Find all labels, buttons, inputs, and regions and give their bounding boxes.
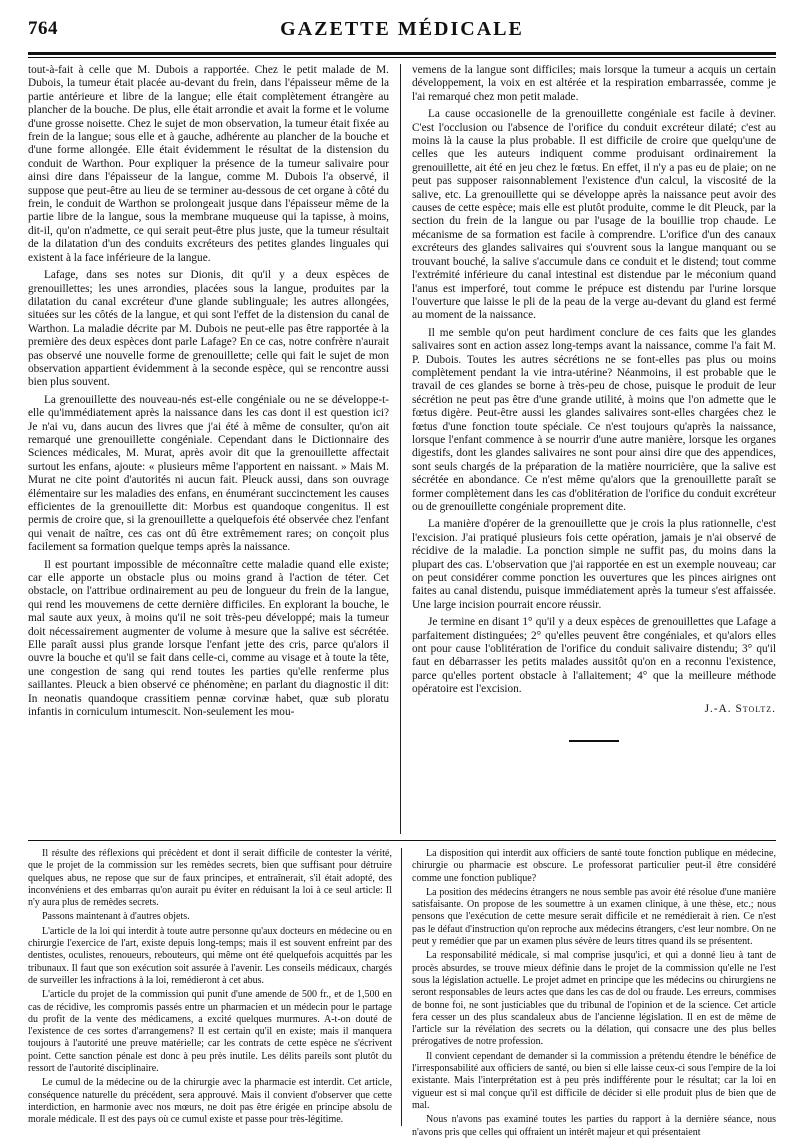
author-signature: J.-A. Stoltz. — [704, 702, 776, 715]
bottom-column-left — [28, 848, 392, 1128]
bottom-paragraph: Il résulte des réflexions qui précèdent et dont il serait difficile de contester la vérité, que le projet de la commission sur les remèdes secrets, bien que suffisant pour détruire quelques abus, ne repose que sur de faux principes, et entraînerait, s'il était adopté, des inconvéniens et des embarras qu'on aurait pu éviter en réduisant la loi à ce seul article: Il n'y aura plus de remèdes secrets. — [28, 848, 392, 909]
article-column-right — [412, 64, 776, 834]
feuilleton-divider — [28, 840, 776, 841]
page-number: 764 — [28, 18, 58, 39]
bottom-paragraph: La disposition qui interdit aux officiers de santé toute fonction publique en médecine, chirurgie ou pharmacie est obscure. Le professorat particulier peut-il être considéré comme une fonction publique? — [412, 848, 776, 884]
header-rule-thin — [28, 57, 776, 58]
article-end-rule — [569, 740, 619, 742]
article-paragraph: La manière d'opérer de la grenouillette que je crois la plus rationnelle, c'est l'excision. J'ai pratiqué plusieurs fois cette opération, jamais je n'ai observé de récidive de la maladie. La ponction simple ne suffit pas, du moins dans la plupart des cas. L'observation que j'ai rapportée en est un exemple nouveau; car on peut considérer comme ponction les ouvertures que les pinces airignes ont faites au canal distendu, puisque immédiatement après la tumeur s'est affaissée. Une large incision pourrait encore réussir. — [412, 518, 776, 611]
column-divider — [400, 64, 401, 834]
bottom-paragraph: Passons maintenant à d'autres objets. — [42, 911, 190, 923]
page-header — [28, 18, 776, 46]
article-paragraph: Il est pourtant impossible de méconnaître cette maladie quand elle existe; car elle apporte un obstacle plus ou moins grand à l'action de téter. Cet obstacle, on l'attribue ordinairement au peu de longueur du frein de la langue, qui rend les mouvemens de cette dernière difficiles. En explorant la bouche, le mal saute aux yeux, à moins qu'il ne soit très-peu développé; mais la tumeur doit nécessairement augmenter de volume à mesure que la salive est sécrétée. Elle paraît aussi plus grande lorsque l'enfant jette des cris, parce qu'alors il ouvre la bouche et qu'il se fait dans celle-ci, comme au visage et à toute la tête, une congestion de sang qui rend toutes les parties qu'elle renferme plus saillantes. Pleuck a bien observé ce phénomène; en parlant du diagnostic il dit: In neonatis quandoque crassitiem pennæ corvinæ habet, quæ sub ploratu infantis in corniculum intumescit. Non-seulement les mou- — [28, 558, 389, 719]
bottom-paragraph: Nous n'avons pas examiné toutes les parties du rapport à la dernière séance, nous n'avons pris que celles qui offraient un intérêt majeur et qui présentaient — [412, 1114, 776, 1138]
article-paragraph: La cause occasionelle de la grenouillette congéniale est facile à deviner. C'est l'occlusion ou l'absence de l'orifice du conduit excréteur dilaté; c'est au moins là la cause la plus probable. Il est difficile de croire que quelqu'une de celles que les auteurs indiquent comme produisant ordinairement la grenouillette, ait été en jeu chez le fœtus. En effet, il n'y a pas eu de plaie; on ne peut pas supposer raisonnablement l'existence d'un calcul, la viscosité de la salive, etc. La grenouillette qui se développe après la naissance peut avoir des causes de cette espèce; mais elle est plutôt produite, comme le dit Pleuck, par la section du frein de la langue ou par l'usage de la bouillie trop chaude. Le mécanisme de sa formation est facile à comprendre. L'orifice d'un des canaux excréteurs des glandes salivaires qui s'ouvrent sous la langue manquant ou se trouvant bouché, la salive s'accumule dans ce conduit et le distend; tout comme l'extrémité inférieure du canal intestinal est distendue par le méconium quand l'anus est imperforé, tout comme le prépuce est distendu par l'urine lorsque l'ouverture que laisse le pli de la peau de la verge au-devant du gland est fermé au moment de la naissance. — [412, 108, 776, 322]
article-paragraph: Il me semble qu'on peut hardiment conclure de ces faits que les glandes salivaires sont en action assez long-temps avant la naissance, comme l'a fait M. P. Dubois. Toutes les autres sécrétions ne se font-elles pas plus ou moins complètement pendant la vie intra-utérine? Néanmoins, il est probable que le travail de ces glandes se borne à très-peu de chose, puisque le produit de leur sécrétion ne peut pas être d'une grande utilité, à moins que l'on admette que le fœtus digère. Peut-être aussi les glandes salivaires sont-elles chargées chez le fœtus d'une fonction toute spéciale. Ce n'est toujours qu'après la naissance, lorsque l'enfant commence à se nourrir d'une autre manière, lorsque les organes digestifs, dont les glandes salivaires ne sont pour ainsi dire que des appendices, sont seuls chargés de la préparation de la matière nourricière, que la salive est sécrétée en abondance. Ce n'est même qu'alors que la grenouillette paraît se former complètement dans les cas d'oblitération de l'orifice du conduit excréteur ou de grenouillette congéniale proprement dite. — [412, 326, 776, 513]
bottom-paragraph: Il convient cependant de demander si la commission a prétendu étendre le bénéfice de l'irresponsabilité aux officiers de santé, ou bien si elle laisse ceux-ci sous l'empire de la loi existante. Mais l'interprétation est à peu près indifférente pour le résultat; car la loi en vigueur est si mal conçue qu'il est difficile de décider si elle produit plus de bien que de mal. — [412, 1050, 776, 1111]
bottom-paragraph: La position des médecins étrangers ne nous semble pas avoir été résolue d'une manière satisfaisante. On propose de les soumettre à un examen clinique, à une thèse, etc.; nous pensons que l'exécution de cette mesure serait difficile et ne remédierait à rien. Ce n'est pas le défaut d'instruction qu'on reproche aux médecins étrangers, c'est leur nombre. On ne peut y remédier que par un examen plus sévère de leurs titres quand ils se présentent. — [412, 886, 776, 948]
header-rule-thick — [28, 52, 776, 55]
bottom-column-divider — [401, 848, 402, 1126]
newspaper-page — [28, 18, 776, 1138]
bottom-paragraph: La responsabilité médicale, si mal comprise jusqu'ici, et qui a donné lieu à tant de procès absurdes, se trouve mieux définie dans le projet de la commission qu'elle ne l'est sous la législation actuelle. Le projet admet en principe que les médecins ou chirurgiens ne seront responsables de leurs actes que dans les cas de dol ou fraude. Les erreurs, commises de bonne foi, ne sont justiciables que du tribunal de l'opinion et de la science. Cet article fera cesser un des plus scandaleux abus de l'ancienne législation. Il en est de même de l'article sur la révélation des secrets ou la délation, qui consacre une des plus belles prérogatives de notre profession. — [412, 950, 776, 1048]
article-paragraph: vemens de la langue sont difficiles; mais lorsque la tumeur a acquis un certain développement, la voix en est altérée et la respiration embarrassée, comme je l'ai remarqué chez mon petit malade. — [412, 64, 776, 103]
bottom-column-right — [412, 848, 776, 1138]
article-paragraph: Lafage, dans ses notes sur Dionis, dit qu'il y a deux espèces de grenouillettes; les unes arrondies, placées sous la langue, produites par la dilatation du canal excréteur d'une glande sublinguale; les autres allongées, situées sur les côtés de la langue, et qui sont l'effet de la distension du canal de Warthon. La maladie décrite par M. Dubois ne peut-elle pas être rapportée à la première des deux espèces dont parle Lafage? En ce cas, notre confrère n'aurait pas observé une nouvelle forme de grenouillette; celle qui fait le sujet de mon observation appartient évidemment à la seconde espèce, qui se rencontre aussi bien plus souvent. — [28, 269, 389, 389]
journal-title: GAZETTE MÉDICALE — [280, 18, 524, 40]
article-paragraph: Je termine en disant 1° qu'il y a deux espèces de grenouillettes que Lafage a parfaitement distinguées; 2° qu'elles peuvent être congéniales, et qu'alors elles ont pour cause l'oblitération de l'orifice du conduit salivaire distendu; 3° qu'il faut en débarrasser les petits malades aussitôt qu'on en a reconnu l'existence, parce qu'elles portent obstacle à l'allaitement; 4° que la meilleure méthode opératoire est l'excision. — [412, 616, 776, 696]
article-column-left — [28, 64, 389, 834]
article-paragraph: La grenouillette des nouveau-nés est-elle congéniale ou ne se développe-t-elle qu'immédiatement après la naissance dans les cas dont il est question ici? Je n'ai vu, dans aucun des livres que j'ai été à même de consulter, qu'on ait remarqué une grenouillette congéniale. Cependant dans le Dictionnaire des Sciences médicales, M. Murat, après avoir dit que la grenouillette affectait surtout les enfans, ajoute: « plusieurs même l'apportent en naissant. » Mais M. Murat ne cite point d'autorités ni aucun fait. Pleuck aussi, dans son ouvrage élémentaire sur les maladies des enfans, en énumérant succinctement les causes efficientes de la grenouillette dit: Morbus est quandoque congenitus. Il est permis de croire que, si la grenouillette a quelquefois été observée chez l'enfant qui venait de naître, ces cas ont dû être extrêmement rares; on conçoit plus facilement sa formation quelque temps après la naissance. — [28, 393, 389, 554]
bottom-paragraph: Le cumul de la médecine ou de la chirurgie avec la pharmacie est interdit. Cet article, conséquence naturelle du précédent, sera approuvé. Mais il convient d'observer que cette interdiction, en harmonie avec nos mœurs, ne doit pas être érigée en principe absolu de morale médicale. Il est des pays où ce cumul existe et passe pour très-légitime. — [28, 1077, 392, 1126]
article-paragraph: tout-à-fait à celle que M. Dubois a rapportée. Chez le petit malade de M. Dubois, la tumeur était placée au-devant du frein, dans l'épaisseur même de la partie antérieure et libre de la langue; elle était complètement étrangère au plancher de la bouche. De plus, elle était arrondie et avait la forme et le volume d'une grosse noisette. Chez le sujet de mon observation, la tumeur était fixée au frein de la langue; sous elle et à gauche, adhérente au plancher de la bouche et d'une forme allongée. Elle était évidemment le résultat de la distension du conduit de Warthon. Pour expliquer la présence de la tumeur salivaire pour ainsi dire dans l'épaisseur de la langue, comme M. Dubois l'a observé, il suppose que peut-être au lieu de se terminer au-dessous de cet organe à côté du frein, le conduit de Warthon se prolongeait jusque dans l'épaisseur même de la partie libre de la langue, sous la membrane muqueuse qui la tapisse, à moins, dit-il, qu'on n'admette, ce qui serait peut-être plus juste, que la tumeur résultait de la dilatation d'un des conduits excréteurs des petites glandes linguales qui existent à la face inférieure de la langue. — [28, 64, 389, 264]
bottom-paragraph: L'article de la loi qui interdit à toute autre personne qu'aux docteurs en médecine ou en chirurgie l'exercice de l'art, existe depuis long-temps; mais il est souvent enfreint par des dentistes, oculistes, renoueurs, rebouteurs, qui même ont été quelquefois acquittés par les tribunaux. Il faut que son exécution soit assurée à l'avenir. Les conseils médicaux, chargés de surveiller les infractions à la loi, remédieront à cet abus. — [28, 925, 392, 986]
bottom-paragraph: L'article du projet de la commission qui punit d'une amende de 500 fr., et de 1,500 en cas de récidive, les compromis passés entre un pharmacien et un médecin pour le partage du profit de la vente des médicamens, a excité quelques murmures. A-t-on douté de l'existence de ces sortes d'arrangemens? Il est certain qu'il en existe; mais il manquera toujours à l'autorité une preuve matérielle; car les contrats de cette espèce ne s'écrivent point. Cette sanction pénale est donc à peu près inutile. Les délits pareils sont plutôt du ressort de l'autorité disciplinaire. — [28, 989, 392, 1075]
